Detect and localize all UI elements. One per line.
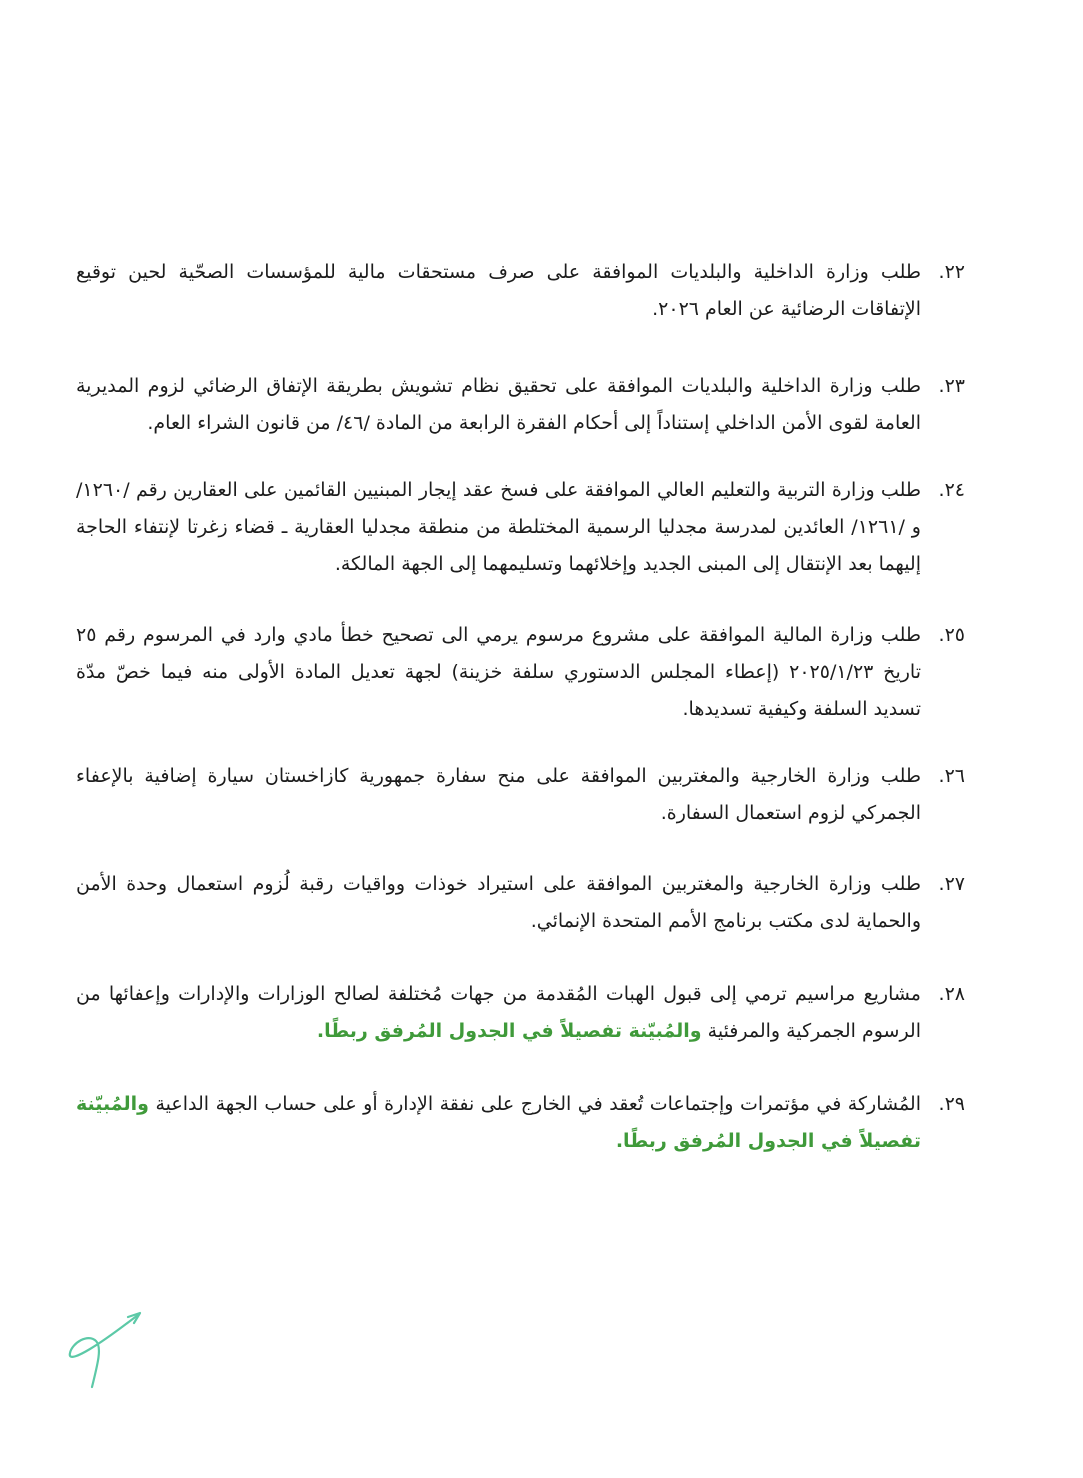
agenda-item	[76, 254, 965, 328]
item-number: ٢٣.	[938, 375, 965, 397]
agenda-item	[76, 758, 965, 832]
agenda-item-body	[76, 758, 965, 832]
item-number: ٢٩.	[938, 1093, 965, 1115]
item-number: ٢٦.	[938, 765, 965, 787]
item-text: طلب وزارة الداخلية والبلديات الموافقة على تحقيق نظام تشويش بطريقة الإتفاق الرضائي لزوم المديرية العامة لقوى الأمن الداخلي إستناداً إلى أحكام الفقرة الرابعة من المادة /٤٦/ من قانون الشراء العام.	[76, 375, 921, 434]
item-text: طلب وزارة الخارجية والمغتربين الموافقة على منح سفارة جمهورية كازاخستان سيارة إضافية بالإعفاء الجمركي لزوم استعمال السفارة.	[76, 765, 921, 824]
agenda-item-body	[76, 617, 965, 728]
item-text: طلب وزارة التربية والتعليم العالي الموافقة على فسخ عقد إيجار المبنيين القائمين على العقارين رقم /١٢٦٠/ و /١٢٦١/ العائدين لمدرسة مجدليا الرسمية المختلطة من منطقة مجدليا العقارية ـ قضاء زغرتا لإنتفاء الحاجة إليهما بعد الإنتقال إلى المبنى الجديد وإخلائهما وتسليمهما إلى الجهة المالكة.	[76, 479, 921, 575]
agenda-item	[76, 472, 965, 583]
item-text: طلب وزارة الداخلية والبلديات الموافقة على صرف مستحقات مالية للمؤسسات الصحّية لحين توقيع الإتفاقات الرضائية عن العام ٢٠٢٦.	[76, 261, 921, 320]
agenda-item-body	[76, 254, 965, 328]
item-highlight-text: والمُبيّنة تفصيلاً في الجدول المُرفق ربطًا.	[76, 1093, 921, 1152]
item-number: ٢٧.	[938, 873, 965, 895]
handwritten-signature-icon	[62, 1305, 152, 1395]
agenda-item	[76, 368, 965, 442]
agenda-item	[76, 1086, 965, 1160]
agenda-item	[76, 617, 965, 728]
item-text: طلب وزارة الخارجية والمغتربين الموافقة على استيراد خوذات وواقيات رقبة لُزوم استعمال وحدة الأمن والحماية لدى مكتب برنامج الأمم المتحدة الإنمائي.	[76, 873, 921, 932]
agenda-item	[76, 976, 965, 1050]
item-number: ٢٥.	[938, 624, 965, 646]
agenda-item-body	[76, 976, 965, 1050]
item-number: ٢٤.	[938, 479, 965, 501]
agenda-items-list	[76, 254, 965, 1160]
item-highlight-text: والمُبيّنة تفصيلاً في الجدول المُرفق ربطًا.	[316, 1020, 702, 1042]
agenda-item-body	[76, 368, 965, 442]
item-number: ٢٨.	[938, 983, 965, 1005]
agenda-item-body	[76, 1086, 965, 1160]
agenda-item	[76, 866, 965, 940]
item-text: المُشاركة في مؤتمرات وإجتماعات تُعقد في الخارج على نفقة الإدارة أو على حساب الجهة الداعية	[155, 1093, 921, 1115]
agenda-item-body	[76, 866, 965, 940]
item-text: طلب وزارة المالية الموافقة على مشروع مرسوم يرمي الى تصحيح خطأ مادي وارد في المرسوم رقم ٢٥ تاريخ ٢٠٢٥/١/٢٣ (إعطاء المجلس الدستوري سلفة خزينة) لجهة تعديل المادة الأولى منه فيما خصّ مدّة تسديد السلفة وكيفية تسديدها.	[76, 624, 921, 720]
item-text: مشاريع مراسيم ترمي إلى قبول الهبات المُقدمة من جهات مُختلفة لصالح الوزارات والإدارات وإعفائها من الرسوم الجمركية والمرفئية	[76, 983, 921, 1042]
item-number: ٢٢.	[938, 261, 965, 283]
agenda-item-body	[76, 472, 965, 583]
